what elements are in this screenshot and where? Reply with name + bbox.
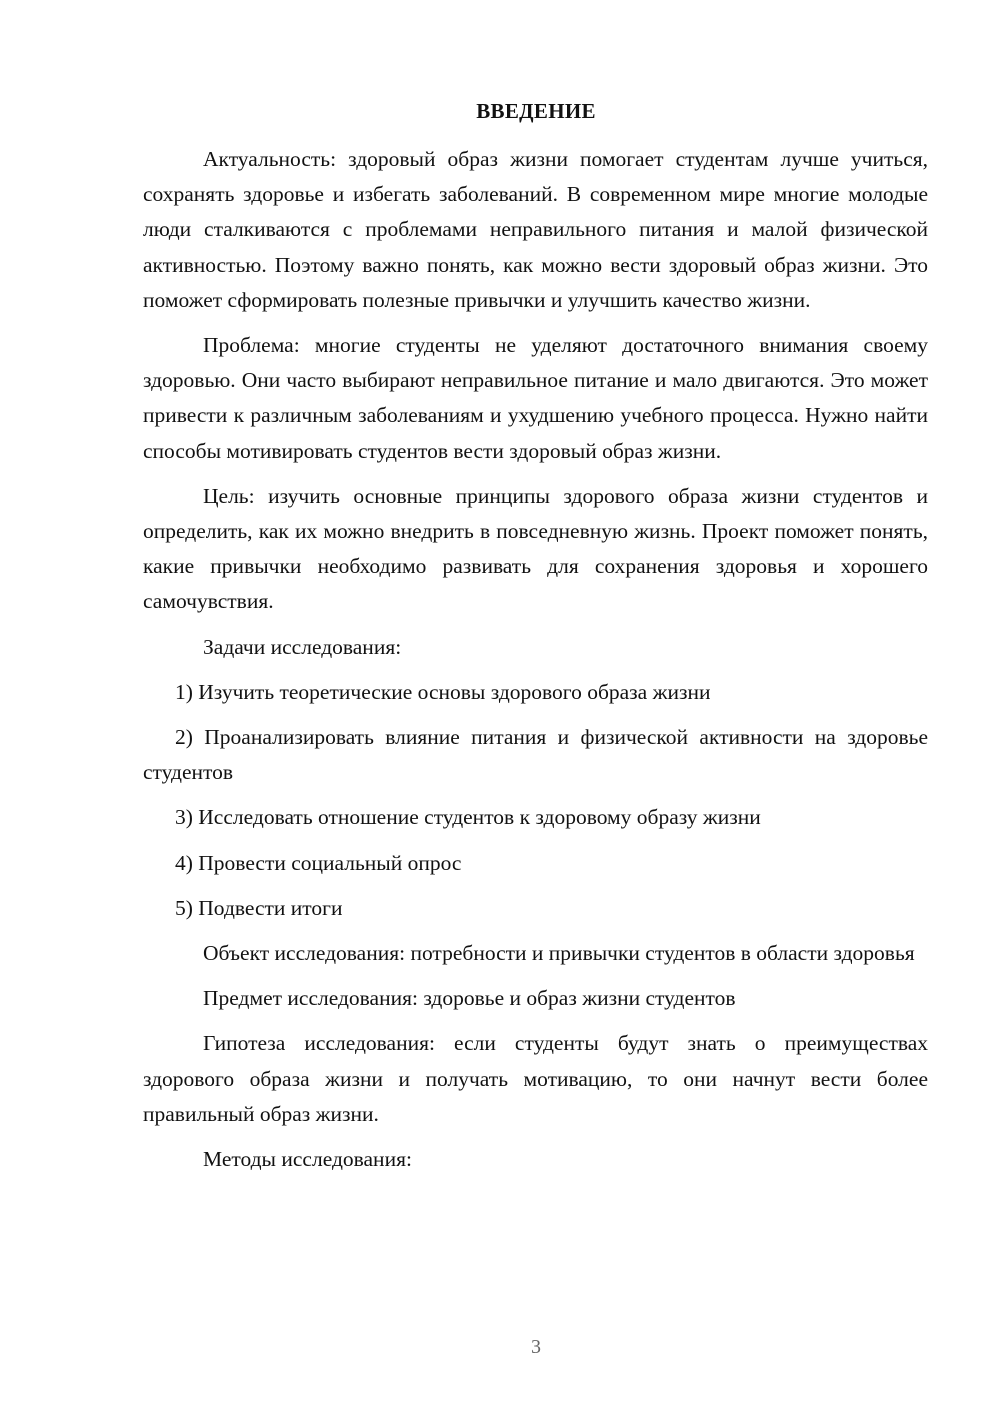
task-item: 3) Исследовать отношение студентов к здоровому образу жизни — [175, 805, 761, 830]
subject-paragraph: Предмет исследования: здоровье и образ жизни студентов — [203, 986, 736, 1011]
relevance-paragraph: Актуальность: здоровый образ жизни помогает студентам лучше учиться, сохранять здоровье и избегать заболеваний. В современном мире многие молодые люди сталкиваются с проблемами неправильного питания и малой физической активностью. Поэтому важно понять, как можно вести здоровый образ жизни. Это поможет сформировать полезные привычки и улучшить качество жизни. — [143, 147, 928, 312]
task-item: 5) Подвести итоги — [175, 895, 343, 920]
document-body — [143, 142, 928, 1187]
methods-heading: Методы исследования: — [203, 1147, 412, 1172]
task-item: 2) Проанализировать влияние питания и физической активности на здоровье студентов — [143, 725, 928, 785]
page-title: ВВЕДЕНИЕ — [476, 99, 596, 123]
page-number: 3 — [531, 1336, 541, 1358]
task-item: 4) Провести социальный опрос — [175, 850, 462, 875]
tasks-heading: Задачи исследования: — [203, 634, 402, 659]
hypothesis-paragraph: Гипотеза исследования: если студенты будут знать о преимуществах здорового образа жизни и получать мотивацию, то они начнут вести более правильный образ жизни. — [143, 1031, 928, 1126]
goal-paragraph: Цель: изучить основные принципы здорового образа жизни студентов и определить, как их можно внедрить в повседневную жизнь. Проект поможет понять, какие привычки необходимо развивать для сохранения здоровья и хорошего самочувствия. — [143, 483, 928, 614]
task-item: 1) Изучить теоретические основы здорового образа жизни — [175, 679, 711, 704]
problem-paragraph: Проблема: многие студенты не уделяют достаточного внимания своему здоровью. Они часто выбирают неправильное питание и мало двигаются. Это может привести к различным заболеваниям и ухудшению учебного процесса. Нужно найти способы мотивировать студентов вести здоровый образ жизни. — [143, 333, 928, 463]
object-paragraph: Объект исследования: потребности и привычки студентов в области здоровья — [203, 941, 915, 966]
